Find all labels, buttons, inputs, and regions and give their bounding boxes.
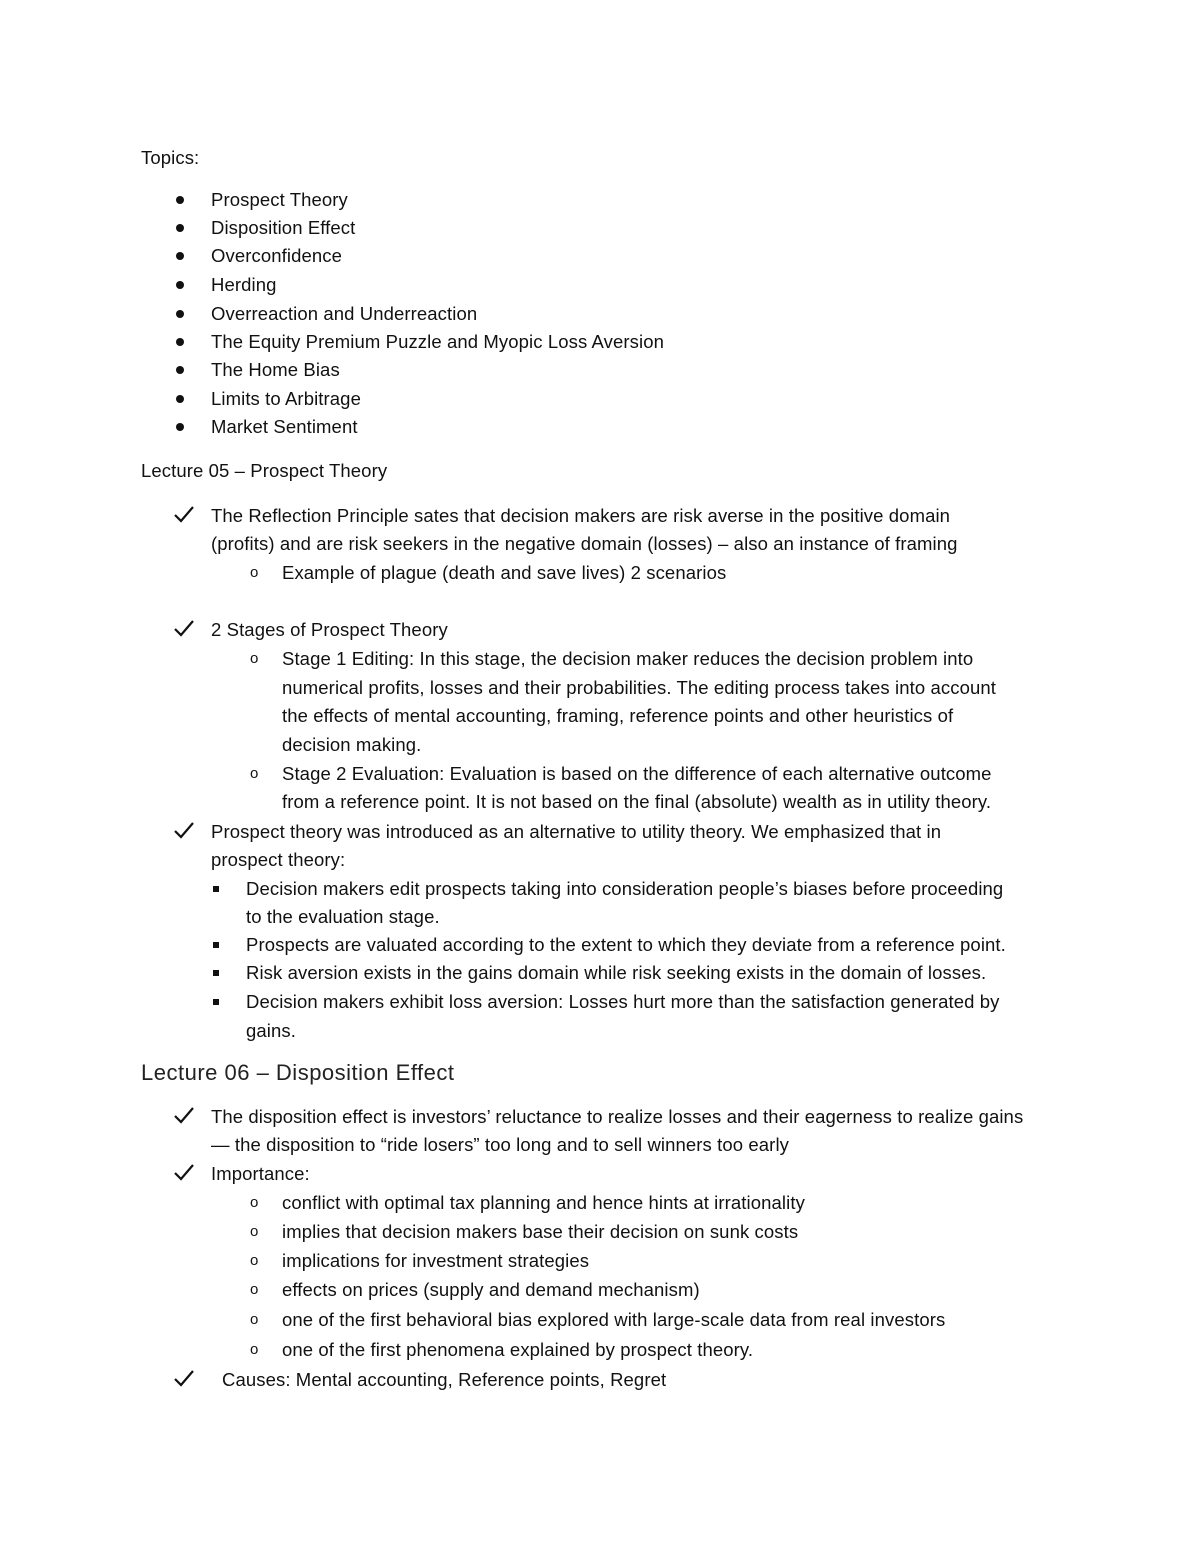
square-bullet-icon <box>213 942 219 948</box>
checkmark-icon <box>173 505 195 523</box>
alternative-line-2: prospect theory: <box>211 849 346 870</box>
circle-bullet-icon: o <box>250 650 259 667</box>
importance-item: one of the first behavioral bias explored with large-scale data from real investors <box>282 1309 946 1330</box>
reflection-example: Example of plague (death and save lives) 2 scenarios <box>282 562 727 583</box>
stage1-line: decision making. <box>282 734 422 755</box>
stage1-line: the effects of mental accounting, framing, reference points and other heuristics of <box>282 705 954 726</box>
alternative-point: Risk aversion exists in the gains domain while risk seeking exists in the domain of losses. <box>246 962 987 983</box>
square-bullet-icon <box>213 999 219 1005</box>
square-bullet-icon <box>213 886 219 892</box>
topic-item: The Home Bias <box>211 359 340 380</box>
circle-bullet-icon: o <box>250 1311 259 1328</box>
circle-bullet-icon: o <box>250 765 259 782</box>
circle-bullet-icon: o <box>250 1341 259 1358</box>
circle-bullet-icon: o <box>250 1223 259 1240</box>
bullet-dot-icon <box>176 366 184 374</box>
circle-bullet-icon: o <box>250 564 259 581</box>
alternative-point: Decision makers exhibit loss aversion: Losses hurt more than the satisfaction generated by <box>246 991 1000 1012</box>
checkmark-icon <box>173 1163 195 1181</box>
topic-item: Herding <box>211 274 277 295</box>
topic-item: Overreaction and Underreaction <box>211 303 478 324</box>
bullet-dot-icon <box>176 196 184 204</box>
topic-item: Market Sentiment <box>211 416 358 437</box>
reflection-line-1: The Reflection Principle sates that decision makers are risk averse in the positive domain <box>211 505 951 526</box>
bullet-dot-icon <box>176 395 184 403</box>
checkmark-icon <box>173 821 195 839</box>
importance-item: implies that decision makers base their decision on sunk costs <box>282 1221 799 1242</box>
circle-bullet-icon: o <box>250 1252 259 1269</box>
topic-item: Overconfidence <box>211 245 342 266</box>
circle-bullet-icon: o <box>250 1281 259 1298</box>
bullet-dot-icon <box>176 224 184 232</box>
lecture05-heading: Lecture 05 – Prospect Theory <box>141 460 388 481</box>
reflection-line-2: (profits) and are risk seekers in the negative domain (losses) – also an instance of framing <box>211 533 958 554</box>
bullet-dot-icon <box>176 310 184 318</box>
bullet-dot-icon <box>176 338 184 346</box>
topic-item: Disposition Effect <box>211 217 356 238</box>
topic-item: The Equity Premium Puzzle and Myopic Loss Aversion <box>211 331 664 352</box>
alternative-line-1: Prospect theory was introduced as an alternative to utility theory. We emphasized that in <box>211 821 942 842</box>
stage1-line: Stage 1 Editing: In this stage, the decision maker reduces the decision problem into <box>282 648 974 669</box>
alternative-point: gains. <box>246 1020 296 1041</box>
topics-heading: Topics: <box>141 147 200 168</box>
topic-item: Limits to Arbitrage <box>211 388 361 409</box>
importance-title: Importance: <box>211 1163 310 1184</box>
alternative-point: Prospects are valuated according to the extent to which they deviate from a reference point. <box>246 934 1006 955</box>
importance-item: implications for investment strategies <box>282 1250 590 1271</box>
causes-line: Causes: Mental accounting, Reference points, Regret <box>222 1369 667 1390</box>
alternative-point: to the evaluation stage. <box>246 906 440 927</box>
bullet-dot-icon <box>176 423 184 431</box>
stage2-line: Stage 2 Evaluation: Evaluation is based on the difference of each alternative outcome <box>282 763 992 784</box>
importance-item: conflict with optimal tax planning and hence hints at irrationality <box>282 1192 805 1213</box>
importance-item: one of the first phenomena explained by prospect theory. <box>282 1339 754 1360</box>
stages-title: 2 Stages of Prospect Theory <box>211 619 448 640</box>
checkmark-icon <box>173 1369 195 1387</box>
bullet-dot-icon <box>176 281 184 289</box>
square-bullet-icon <box>213 970 219 976</box>
stage1-line: numerical profits, losses and their probabilities. The editing process takes into account <box>282 677 996 698</box>
topic-item: Prospect Theory <box>211 189 348 210</box>
checkmark-icon <box>173 619 195 637</box>
importance-item: effects on prices (supply and demand mechanism) <box>282 1279 700 1300</box>
checkmark-icon <box>173 1106 195 1124</box>
definition-line-1: The disposition effect is investors’ reluctance to realize losses and their eagerness to realize gains <box>211 1106 1024 1127</box>
definition-line-2: — the disposition to “ride losers” too long and to sell winners too early <box>211 1134 790 1155</box>
stage2-line: from a reference point. It is not based on the final (absolute) wealth as in utility theory. <box>282 791 992 812</box>
bullet-dot-icon <box>176 252 184 260</box>
alternative-point: Decision makers edit prospects taking into consideration people’s biases before proceeding <box>246 878 1004 899</box>
lecture06-heading: Lecture 06 – Disposition Effect <box>141 1060 455 1085</box>
circle-bullet-icon: o <box>250 1194 259 1211</box>
